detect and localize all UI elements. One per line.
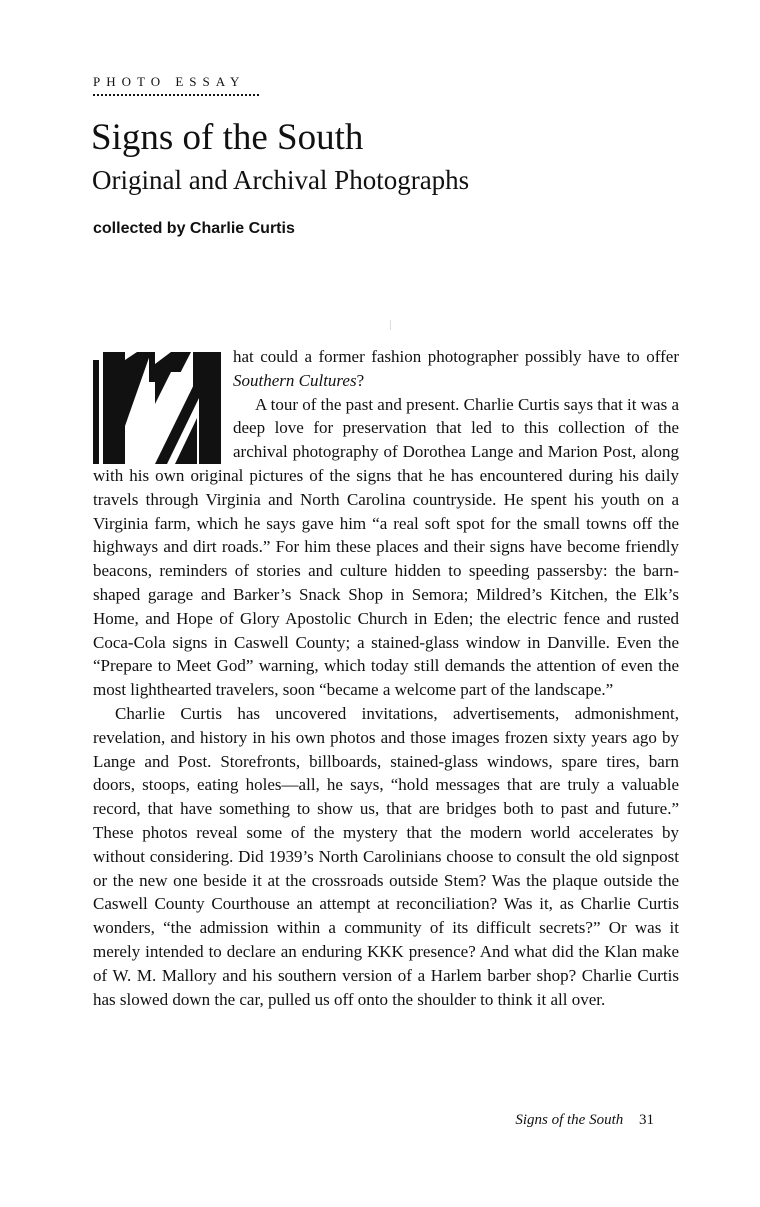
- paragraph-1-end: ?: [356, 370, 365, 390]
- article-title: Signs of the South: [91, 117, 364, 158]
- paragraph-3: Charlie Curtis has uncovered invitations, advertisements, admonishment, revelation, and history in his own photos and those images frozen sixty years ago by Lange and Post. Storefronts, billboards, stained-glass windows, spare tires, barn doors, stoops, eating holes—all, he says, “hold messages that are truly a valuable record, that have something to show us, that are bridges both to past and future.” These photos reveal some of the mystery that the modern world accelerates by without considering. Did 1939’s North Carolinians choose to consult the old signpost or the new one beside it at the crossroads outside Stem? Was the plaque outside the Caswell County Courthouse an attempt at reconciliation? Was it, as Charlie Curtis wonders, “the admission within a community of its difficult secrets?” Or was it merely intended to declare an enduring KKK presence? And what did the Klan make of W. M. Mallory and his southern version of a Harlem barber shop? Charlie Curtis has slowed down the car, pulled us off onto the shoulder to think it all over.: [93, 703, 679, 1009]
- dropcap-space: [93, 345, 233, 463]
- page-number: 31: [639, 1112, 654, 1128]
- faint-mark: [390, 320, 391, 330]
- article-body: [93, 345, 679, 1011]
- running-title: Signs of the South: [515, 1112, 624, 1128]
- byline: collected by Charlie Curtis: [93, 220, 295, 237]
- page-footer: [515, 1112, 654, 1129]
- article-subtitle: Original and Archival Photographs: [92, 165, 470, 195]
- section-kicker: PHOTO ESSAY: [93, 74, 246, 89]
- paragraph-1-text: hat could a former fashion photographer possibly have to offer: [233, 347, 679, 366]
- journal-title: Southern Cultures: [233, 370, 357, 390]
- paragraph-2: A tour of the past and present. Charlie Curtis says that it was a deep love for preservation that led to this collection of the archival photography of Dorothea Lange and Marion Post, along with his own original pictures of the signs that he has encountered during his daily travels through Virginia and North Carolina countryside. He spent his youth on a Virginia farm, which he says gave him “a real soft spot for the small towns off the highways and dirt roads.” For him these places and their signs have become friendly beacons, reminders of stories and culture hidden to speeding passersby: the barn-shaped garage and Barker’s Snack Shop in Semora; Mildred’s Kitchen, the Elk’s Home, and Hope of Glory Apostolic Church in Eden; the electric fence and rusted Coca-Cola signs in Caswell County; a stained-glass window in Danville. Even the “Prepare to Meet God” warning, which today still demands the attention of even the most lighthearted travelers, soon “became a welcome part of the landscape.”: [93, 394, 679, 700]
- dotted-rule: [93, 94, 259, 96]
